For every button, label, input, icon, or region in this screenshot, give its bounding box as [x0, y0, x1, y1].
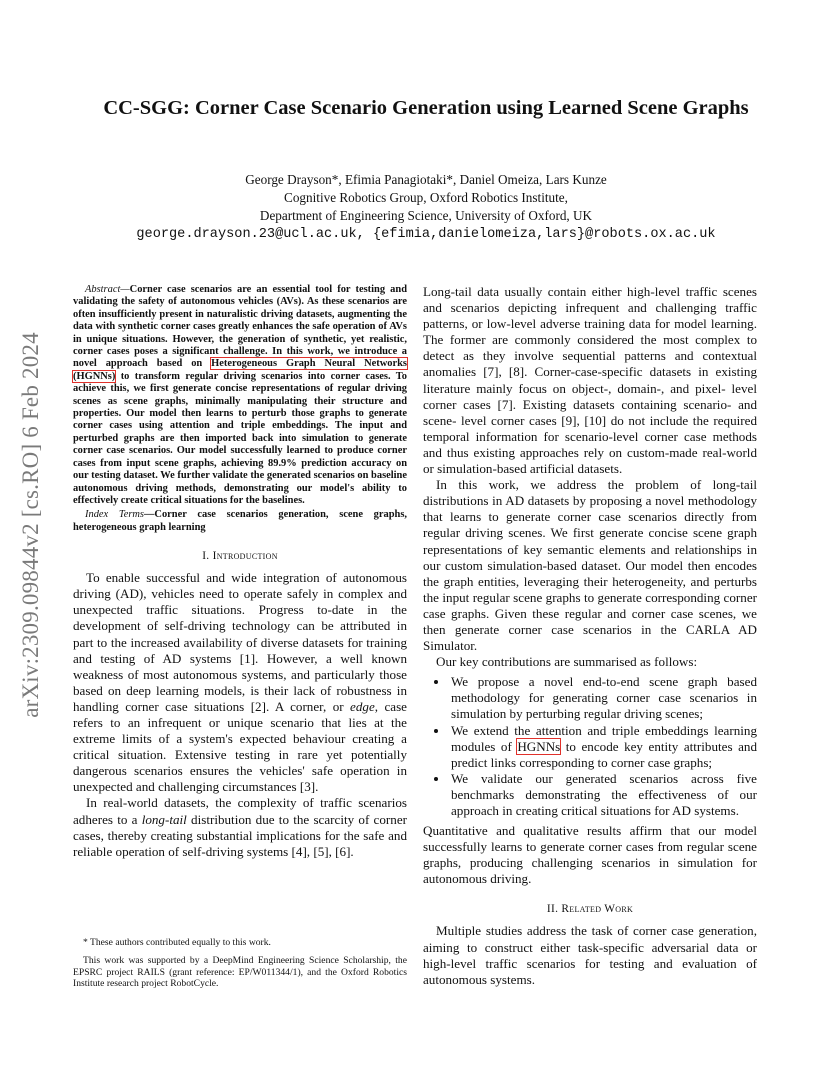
intro-paragraph-4: In this work, we address the problem of long-tail distributions in AD datasets by proposing a novel methodology that learns to generate corner case scenarios directly from regular driving scenes. We first generate concise scene graph representations of key semantic elements and relationships in our custom simulation-based dataset. Our model then encodes the graph entities, leveraging their heterogeneity, and perturbs the input regular scene graphs to generate corresponding corner case graphs. Given these regular and corner case scenes, we then generate corner case scenarios in the CARLA AD Simulator. — [423, 477, 757, 654]
paper-title: CC-SGG: Corner Case Scenario Generation using Learned Scene Graphs — [103, 97, 749, 119]
intro-paragraph-2: In real-world datasets, the complexity of traffic scenarios adheres to a long-tail distribution due to the scarcity of corner cases, thereby creating substantial implications for the safe and reliable operation of self-driving systems [4], [5], [6]. — [73, 795, 407, 859]
list-item: • We validate our generated scenarios across five benchmarks demonstrating the effectiveness of our approach in creating critical situations for AD systems. — [449, 771, 757, 819]
emphasis-edge: edge — [350, 698, 375, 714]
section-heading-introduction: I. Introduction — [202, 550, 278, 563]
list-item: • We propose a novel end-to-end scene graph based methodology for generating corner case scenarios in simulation by perturbing regular driving scenes; — [449, 674, 757, 722]
author-names: George Drayson*, Efimia Panagiotaki*, Daniel Omeiza, Lars Kunze — [245, 172, 607, 187]
intro-paragraph-1: To enable successful and wide integration of autonomous driving (AD), vehicles need to operate safely in complex and unexpected traffic situations. Progress to-date in the development of self-driving technology can be attributed in part to the increased availability of diverse datasets for training and testing of AD systems [1]. However, a well known weakness of most autonomous systems, and particularly those based on deep learning models, is their lack of robustness in handling corner case situations [2]. A corner, or edge, case refers to an infrequent or unique scenario that lies at the extreme limits of a system's expected behaviour creating a critical situation. Extensive testing in rare yet potentially dangerous scenarios ensures the vehicles' safe operation in unexpected and challenging circumstances [3]. — [73, 570, 407, 795]
intro-paragraph-6: Quantitative and qualitative results affirm that our model successfully learns to generate corner cases from regular scene graphs, producing challenging scenarios in simulation for autonomous driving. — [423, 823, 757, 887]
intro-paragraph-5: Our key contributions are summarised as follows: — [436, 654, 698, 670]
arxiv-sidebar — [14, 290, 48, 760]
author-block — [88, 171, 764, 225]
affiliation-line-1: Cognitive Robotics Group, Oxford Robotics Institute, — [284, 190, 568, 205]
section-heading-related-work: II. Related Work — [546, 903, 634, 916]
abstract-text-part-1: Corner case scenarios are an essential tool for testing and validating the safety of autonomous vehicles (AVs). As these scenarios are often insufficiently present in naturalistic driving datasets, augmenting the data with synthetic corner cases greatly enhances the safe operation of AVs in unique situations. However, the generation of synthetic, yet realistic, corner cases poses a significant challenge. In this work, we introduce a novel approach based on — [73, 284, 407, 370]
footnote-funding: This work was supported by a DeepMind Engineering Science Scholarship, the EPSRC project RAILS (grant reference: EP/W011344/1), and the Oxford Robotics Institute research project RobotCycle. — [73, 955, 407, 989]
left-column — [73, 284, 407, 860]
arxiv-identifier: arXiv:2309.09844v2 [cs.RO] 6 Feb 2024 — [18, 332, 43, 718]
list-item: • We extend the attention and triple embeddings learning modules of HGNNs to encode key entity attributes and predict links corresponding to corner case graphs; — [449, 723, 757, 771]
hgnn-link[interactable]: Heterogeneous Graph Neural Networks (HGNNs) — [73, 358, 407, 382]
abstract-text-part-2: to transform regular driving scenarios into corner cases. To achieve this, we first generate concise representations of regular driving scenes as scene graphs, minimally manipulating their structure and properties. Our model then learns to perturb those graphs to generate corner cases using attention and triple embeddings. The input and perturbed graphs are then imported back into simulation to generate corner case scenarios. Our model successfully learned to produce corner cases from input scene graphs, achieving 89.9% prediction accuracy on our testing dataset. We further validate the generated scenarios on baseline autonomous driving methods, demonstrating our model's ability to effectively create critical situations for the baselines. — [73, 370, 407, 506]
intro-paragraph-3: Long-tail data usually contain either high-level traffic scenes and scenarios depicting infrequent and challenging traffic patterns, or low-level adverse training data for model learning. The former are commonly considered the most complex to detect as they involve sequential patterns and contextual anomalies [7], [8]. Corner-case-specific datasets in existing literature mainly focus on object-, domain-, and pixel- level corner cases [7]. Existing datasets containing scenario- and scene- level corner cases [9], [10] do not include the required temporal information for scenario-level corner case methods and thus existing approaches rely on custom-made real-world or simulation-based artificial datasets. — [423, 284, 757, 477]
index-terms-text: Corner case scenarios generation, scene graphs, heterogeneous graph learning — [73, 509, 407, 533]
index-terms-label: Index Terms — [85, 509, 144, 521]
contributions-list — [423, 674, 757, 819]
footnotes — [73, 937, 407, 996]
hgnn-link[interactable]: HGNNs — [517, 738, 561, 754]
abstract: Abstract—Corner case scenarios are an essential tool for testing and validating the safety of autonomous vehicles (AVs). As these scenarios are often insufficiently present in naturalistic driving datasets, augmenting the data with synthetic corner cases greatly enhances the safe operation of AVs in unique situations. However, the generation of synthetic, yet realistic, corner cases poses a significant challenge. In this work, we introduce a novel approach based on Heterogeneous Graph Neural Networks (HGNNs) to transform regular driving scenarios into corner cases. To achieve this, we first generate concise representations of regular driving scenes as scene graphs, minimally manipulating their structure and properties. Our model then learns to perturb those graphs to generate corner cases using attention and triple embeddings. The input and perturbed graphs are then imported back into simulation to generate corner case scenarios. Our model successfully learned to produce corner cases from input scene graphs, achieving 89.9% prediction accuracy on our testing dataset. We further validate the generated scenarios on baseline autonomous driving methods, demonstrating our model's ability to effectively create critical situations for the baselines. — [73, 284, 407, 506]
related-work-paragraph-1: Multiple studies address the task of corner case generation, aiming to construct either task-specific adversarial data or high-level traffic scenarios for testing and evaluation of autonomous systems. — [423, 923, 757, 987]
footnote-equal-contribution: * These authors contributed equally to this work. — [83, 937, 271, 948]
author-emails: george.drayson.23@ucl.ac.uk, {efimia,danielomeiza,lars}@robots.ox.ac.uk — [136, 227, 716, 242]
affiliation-line-2: Department of Engineering Science, University of Oxford, UK — [259, 208, 593, 223]
index-terms: Index Terms—Corner case scenarios generation, scene graphs, heterogeneous graph learning — [73, 509, 407, 533]
emphasis-long-tail: long-tail — [141, 811, 187, 827]
abstract-label: Abstract — [85, 284, 121, 295]
right-column — [423, 284, 757, 988]
